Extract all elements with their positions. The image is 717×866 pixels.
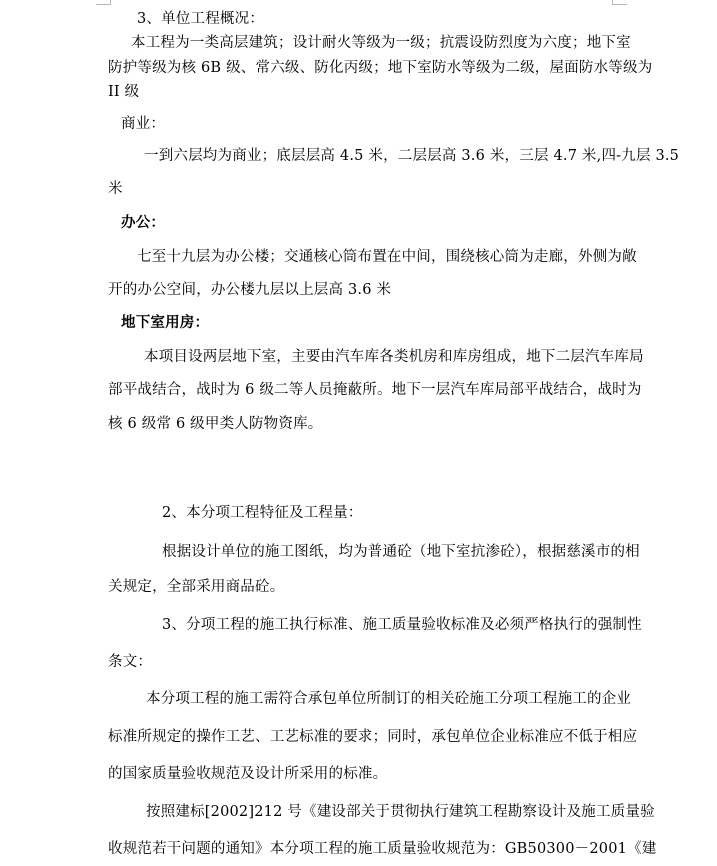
paragraph-line: 本项目设两层地下室，主要由汽车库各类机房和库房组成，地下二层汽车库局 (144, 349, 644, 365)
paragraph-line: 条文： (108, 654, 153, 670)
paragraph-line: 按照建标[2002]212 号《建设部关于贯彻执行建筑工程勘察设计及施工质量验 (146, 804, 655, 820)
paragraph-line: II 级 (108, 84, 140, 100)
paragraph-line: 标准所规定的操作工艺、工艺标准的要求；同时，承包单位企业标准应不低于相应 (108, 729, 638, 745)
paragraph-line: 一到六层均为商业；底层层高 4.5 米，二层层高 3.6 米，三层 4.7 米,四-九层 3.5 (144, 148, 680, 164)
paragraph-line: 本分项工程的施工需符合承包单位所制订的相关砼施工分项工程施工的企业 (146, 691, 632, 707)
subheading-office: 办公： (121, 214, 166, 231)
margin-corner-mark-left (96, 0, 111, 5)
subheading-basement: 地下室用房： (121, 314, 210, 331)
paragraph-line: 关规定，全部采用商品砼。 (108, 579, 285, 595)
paragraph-line: 的国家质量验收规范及设计所采用的标准。 (108, 766, 388, 782)
paragraph-line: 米 (108, 181, 123, 197)
heading-unit-overview: 3、单位工程概况： (137, 11, 265, 27)
paragraph-line: 防护等级为核 6B 级、常六级、防化丙级；地下室防水等级为二级，屋面防水等级为 (108, 60, 653, 76)
paragraph-line: 核 6 级常 6 级甲类人防物资库。 (108, 416, 323, 432)
paragraph-line: 开的办公空间，办公楼九层以上层高 3.6 米 (108, 282, 392, 298)
paragraph-line: 收规范若干问题的通知》本分项工程的施工质量验收规范为：GB50300－2001《建 (108, 841, 657, 857)
paragraph-line: 部平战结合，战时为 6 级二等人员掩蔽所。地下一层汽车库局部平战结合，战时为 (108, 382, 642, 398)
paragraph-line: 七至十九层为办公楼；交通核心筒布置在中间，围绕核心筒为走廊，外侧为敞 (137, 249, 637, 265)
margin-corner-mark-right (612, 0, 627, 5)
heading-standards: 3、分项工程的施工执行标准、施工质量验收标准及必须严格执行的强制性 (162, 617, 642, 633)
heading-features-quantities: 2、本分项工程特征及工程量： (162, 505, 363, 521)
paragraph-line: 本工程为一类高层建筑；设计耐火等级为一级；抗震设防烈度为六度；地下室 (131, 35, 631, 51)
subheading-commercial: 商业： (121, 116, 166, 132)
paragraph-line: 根据设计单位的施工图纸，均为普通砼（地下室抗渗砼），根据慈溪市的相 (162, 544, 640, 560)
